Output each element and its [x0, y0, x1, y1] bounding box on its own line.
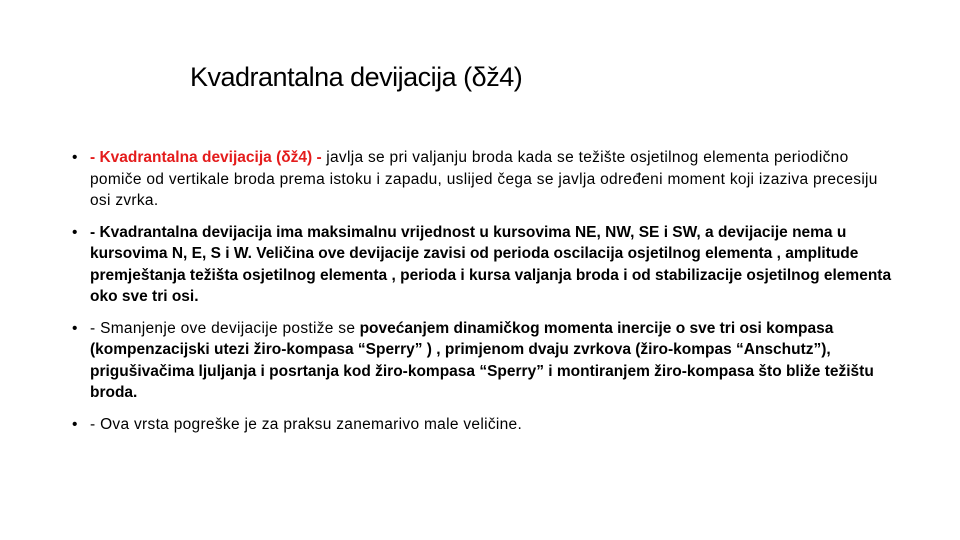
- bullet-dot: •: [72, 223, 78, 241]
- slide-title: Kvadrantalna devijacija (δž4): [190, 62, 523, 92]
- bullet-dot: •: [72, 149, 78, 166]
- bullet-item: [72, 414, 892, 436]
- bullet-text-bold: od perioda oscilacija osjetilnog elementa , amplitude premještanja težišta osjetilnog elementa , perioda i kursa valjanja broda i od stabilizacije osjetilnog elementa oko sve tri osi.: [90, 245, 892, 305]
- bullet-dot: •: [72, 319, 78, 337]
- bullet-dot: •: [72, 415, 78, 433]
- bullet-text-bold: povećanjem dinamičkog momenta inercije o sve tri osi kompasa (kompenzacijski utezi žiro-kompasa “Sperry” ) , primjenom dvaju zvrkova (žiro-kompas “Anschutz”), prigušivačima ljuljanja i posrtanja kod žiro-kompasa “Sperry” i montiranjem žiro-kompasa što bliže težištu broda.: [90, 319, 874, 401]
- bullet-item: [72, 147, 892, 212]
- bullet-text: - Smanjenje ove devijacije postiže se: [90, 319, 356, 337]
- bullet-heading-red: - Kvadrantalna devijacija (δž4) -: [90, 149, 322, 166]
- bullet-item: [72, 318, 892, 404]
- bullet-text-bold: - Kvadrantalna devijacija ima maksimalnu vrijednost u kursovima NE, NW, SE i SW, a devijacije nema u kursovima N, E, S i W. Veličina ove devijacije zavisi: [90, 223, 847, 262]
- bullet-text: - Ova vrsta pogreške je za praksu zanemarivo male veličine.: [90, 415, 523, 433]
- bullet-text: javlja se pri valjanju broda kada se težište osjetilnog elementa periodično pomiče od vertikale broda prema istoku i zapadu, uslijed čega se javlja određeni moment koji izaziva precesiju osi zvrka.: [90, 149, 878, 209]
- bullet-item: [72, 222, 892, 308]
- bullet-list: [72, 147, 892, 445]
